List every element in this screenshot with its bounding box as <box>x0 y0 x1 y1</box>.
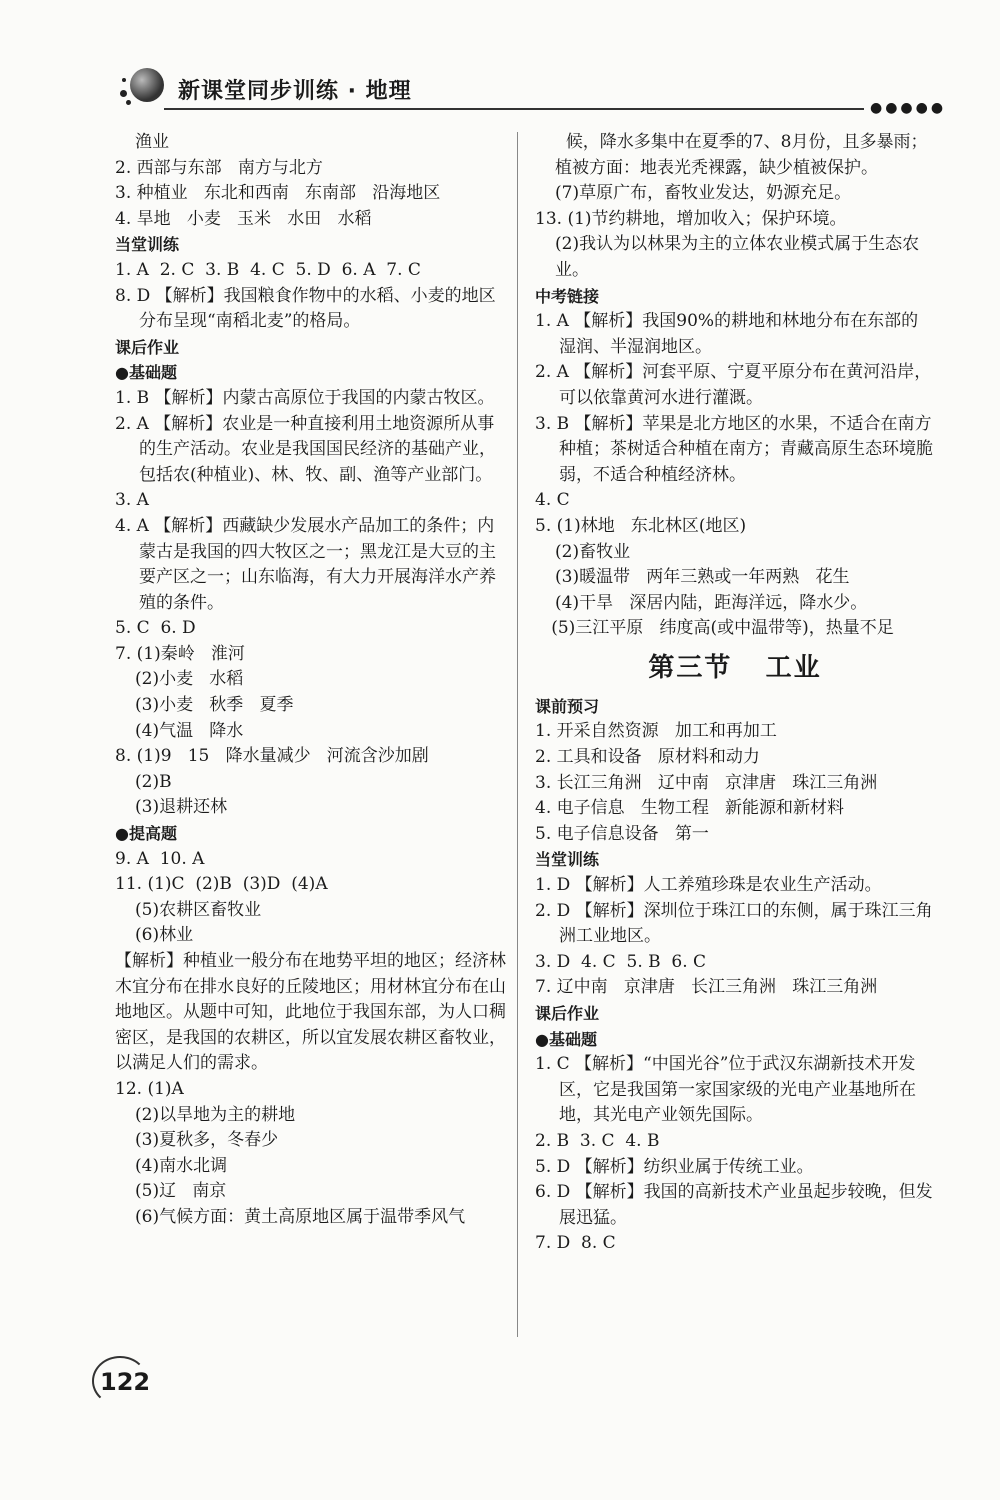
column-divider <box>517 132 518 1337</box>
answer-line: 2. B 3. C 4. B <box>535 1130 660 1151</box>
section-heading: 课后作业 <box>535 1004 600 1023</box>
answer-line: 11. (1)C (2)B (3)D (4)A <box>115 874 328 895</box>
answer-line: 7. (1)秦岭 淮河 <box>115 643 245 664</box>
answer-line: (5)三江平原 纬度高(或中温带等)，热量不足 <box>535 618 894 639</box>
answer-line: (3)退耕还林 <box>135 797 228 818</box>
answer-line: (2)我认为以林果为主的立体农业模式属于生态农业。 <box>555 234 920 280</box>
answer-line: 5. D 【解析】纺织业属于传统工业。 <box>535 1156 814 1177</box>
answer-line: 1. A 2. C 3. B 4. C 5. D 6. A 7. C <box>115 259 421 280</box>
answer-line: 3. 长江三角洲 辽中南 京津唐 珠江三角洲 <box>535 772 878 793</box>
section-heading: 中考链接 <box>535 286 600 306</box>
answer-line: (7)草原广布，畜牧业发达，奶源充足。 <box>555 183 852 204</box>
answer-line: 4. C <box>535 490 570 511</box>
page-header <box>100 62 947 116</box>
section-heading: 课后作业 <box>115 337 180 357</box>
answer-line: 7. D 8. C <box>535 1233 616 1254</box>
answer-line: (4)气温 降水 <box>135 720 244 741</box>
section-heading: ●提高题 <box>115 824 177 844</box>
answer-line: (2)B <box>135 771 172 792</box>
answer-line: 3. B 【解析】苹果是北方地区的水果，不适合在南方种植；茶树适合种植在南方；青藏高原生态环境脆弱，不适合种植经济林。 <box>535 413 933 485</box>
answer-line: 1. 开采自然资源 加工和再加工 <box>535 721 777 742</box>
answer-line: 5. C 6. D <box>115 618 196 639</box>
book-title: 新课堂同步训练 · 地理 <box>178 79 412 104</box>
answer-line: 3. 种植业 东北和西南 东南部 沿海地区 <box>115 183 441 204</box>
answer-line: 1. B 【解析】内蒙古高原位于我国的内蒙古牧区。 <box>115 387 495 408</box>
answer-line: 5. (1)林地 东北林区(地区) <box>535 515 747 536</box>
answer-line: (2)小麦 水稻 <box>135 669 244 690</box>
right-column <box>535 130 935 1257</box>
header-rule <box>164 108 864 110</box>
answer-line: 【解析】种植业一般分布在地势平坦的地区；经济林木宜分布在排水良好的丘陵地区；用材林宜分布在山地地区。从题中可知，此地位于我国东部，为人口稠密区，是我国的农耕区，所以宜发展农耕区畜牧业，以满足人们的需求。 <box>115 951 506 1074</box>
answer-line: 13. (1)节约耕地，增加收入；保护环境。 <box>535 208 847 229</box>
left-column <box>115 130 510 1231</box>
answer-line: 1. A 【解析】我国90%的耕地和林地分布在东部的湿润、半湿润地区。 <box>535 311 919 357</box>
answer-line: (4)干旱 深居内陆，距海洋远，降水少。 <box>555 592 868 613</box>
answer-line: 2. D 【解析】深圳位于珠江口的东侧，属于珠江三角洲工业地区。 <box>535 900 933 947</box>
answer-line: 2. 西部与东部 南方与北方 <box>115 157 323 178</box>
answer-line: 1. C 【解析】“中国光谷”位于武汉东湖新技术开发区，它是我国第一家国家级的光电产业基地所在地，其光电产业领先国际。 <box>535 1054 916 1126</box>
answer-line: (5)农耕区畜牧业 <box>135 899 262 920</box>
answer-line: 3. A <box>115 490 149 511</box>
answer-line: 4. A 【解析】西藏缺少发展水产品加工的条件；内蒙古是我国的四大牧区之一；黑龙江是大豆的主要产区之一；山东临海，有大力开展海洋水产养殖的条件。 <box>115 515 496 613</box>
answer-line: (2)以旱地为主的耕地 <box>135 1104 296 1125</box>
answer-line: (6)气候方面：黄土高原地区属于温带季风气 <box>135 1206 466 1227</box>
answer-line: (2)畜牧业 <box>555 541 631 562</box>
answer-line: (3)暖温带 两年三熟或一年两熟 花生 <box>555 567 850 588</box>
answer-line: (6)林业 <box>135 925 194 946</box>
answer-line: 2. 工具和设备 原材料和动力 <box>535 747 760 768</box>
section-heading: ●基础题 <box>115 363 177 383</box>
answer-line: 6. D 【解析】我国的高新技术产业虽起步较晚，但发展迅猛。 <box>535 1182 933 1228</box>
answer-line: 2. A 【解析】河套平原、宁夏平原分布在黄河沿岸，可以依靠黄河水进行灌溉。 <box>535 362 932 408</box>
answer-line: 2. A 【解析】农业是一种直接利用土地资源所从事的生产活动。农业是我国国民经济的基础产业，包括农(种植业)、林、牧、副、渔等产业部门。 <box>115 413 496 485</box>
answer-line: (5)辽 南京 <box>135 1181 227 1202</box>
answer-line: 5. 电子信息设备 第一 <box>535 823 709 844</box>
answer-line: (4)南水北调 <box>135 1155 228 1176</box>
section-heading: 当堂训练 <box>115 235 180 255</box>
answer-line: 8. (1)9 15 降水量减少 河流含沙加剧 <box>115 746 429 767</box>
answer-line: 9. A 10. A <box>115 848 205 869</box>
book-logo-icon <box>120 68 166 110</box>
answer-line: (3)夏秋多，冬春少 <box>135 1130 279 1151</box>
answer-line: 8. D 【解析】我国粮食作物中的水稻、小麦的地区分布呈现“南稻北麦”的格局。 <box>115 285 496 332</box>
answer-line: 12. (1)A <box>115 1078 184 1099</box>
page-number: 122 <box>100 1368 151 1396</box>
answer-line: 渔业 <box>135 132 169 152</box>
header-dots-icon: ●●●●● <box>870 100 947 116</box>
section-heading: 当堂训练 <box>535 850 600 870</box>
answer-line: 4. 电子信息 生物工程 新能源和新材料 <box>535 798 845 819</box>
section-heading: ●基础题 <box>535 1029 597 1049</box>
answer-line: (3)小麦 秋季 夏季 <box>135 695 294 716</box>
section-heading: 第三节 工业 <box>648 652 822 683</box>
answer-line: 4. 旱地 小麦 玉米 水田 水稻 <box>115 208 372 229</box>
answer-line: 1. D 【解析】人工养殖珍珠是农业生产活动。 <box>535 875 882 896</box>
section-heading: 课前预习 <box>535 696 600 716</box>
answer-line: 3. D 4. C 5. B 6. C <box>535 951 707 972</box>
answer-line: 7. 辽中南 京津唐 长江三角洲 珠江三角洲 <box>535 977 878 998</box>
answer-line: 候，降水多集中在夏季的7、8月份，且多暴雨；植被方面：地表光秃裸露，缺少植被保护。 <box>555 132 928 178</box>
